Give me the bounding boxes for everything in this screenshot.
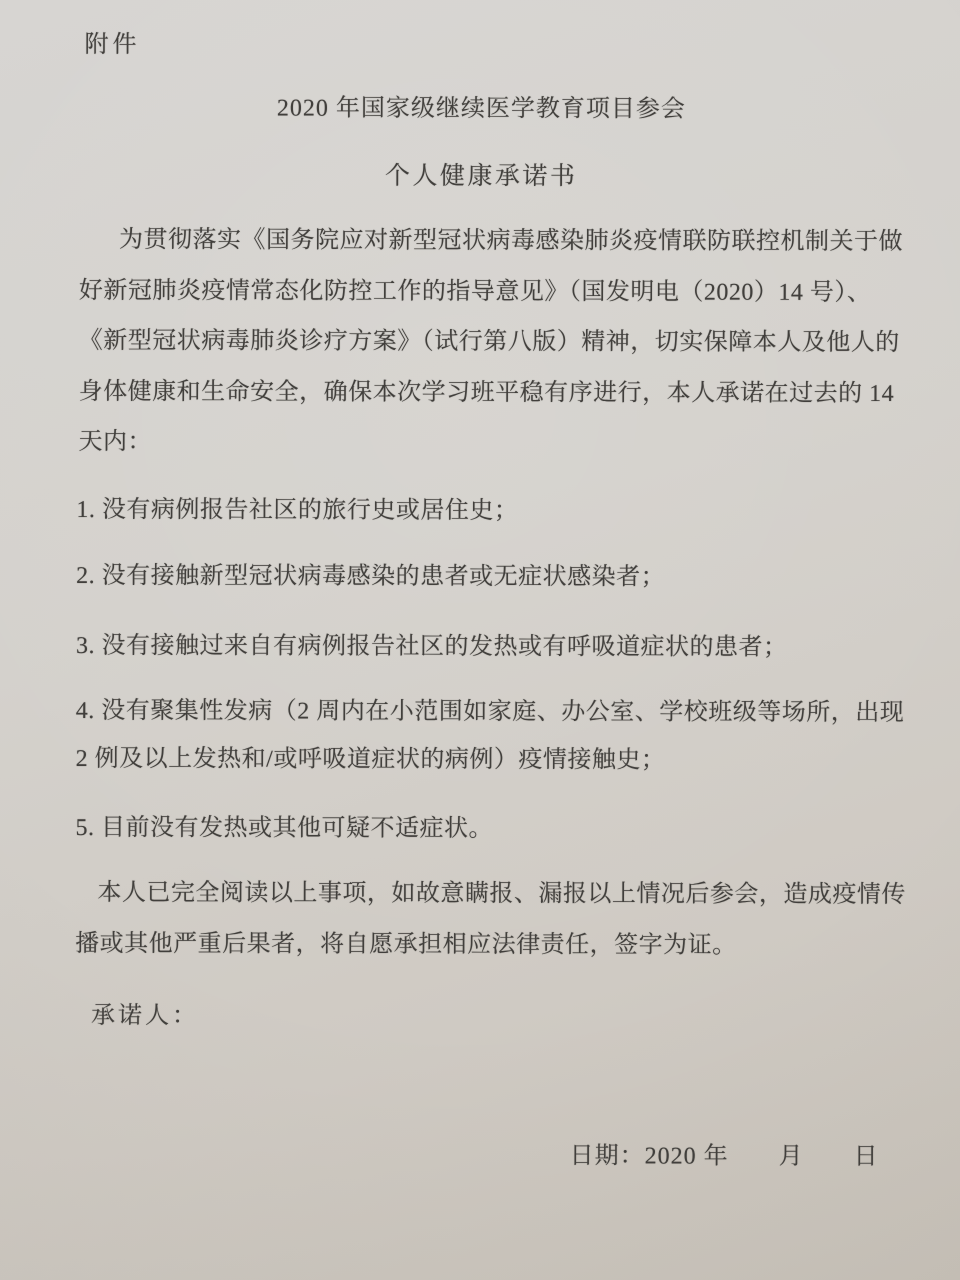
intro-line: 《新型冠状病毒肺炎诊疗方案》（试行第八版）精神，切实保障本人及他人的 [78,327,900,357]
commitment-item-2 [76,561,910,593]
closing-line: 播或其他严重后果者，将自愿承担相应法律责任，签字为证。 [75,930,737,959]
commitment-item-line: 2 例及以上发热和/或呼吸道症状的病例）疫情接触史； [75,745,666,774]
commitment-item-line: 4. 没有聚集性发病（2 周内在小范围如家庭、办公室、学校班级等场所，出现 [75,697,905,727]
commitment-item-line: 3. 没有接触过来自有病例报告社区的发热或有呼吸道症状的患者； [75,632,788,661]
commitment-item-3 [76,631,910,663]
commitment-item-line: 2. 没有接触新型冠状病毒感染的患者或无症状感染者； [76,562,666,591]
intro-line: 身体健康和生命安全，确保本次学习班平稳有序进行，本人承诺在过去的 14 [78,378,895,407]
promisor-label: 承诺人： [90,1002,200,1030]
attachment-label: 附件 [84,31,141,59]
commitment-item-1 [76,495,910,527]
intro-line: 为贯彻落实《国务院应对新型冠状病毒感染肺炎疫情联防联控机制关于做 [119,227,904,256]
document-title: 2020 年国家级继续医学教育项目参会 [276,95,686,123]
closing-line: 本人已完全阅读以上事项，如故意瞒报、漏报以上情况后参会，造成疫情传 [97,879,906,909]
date-line: 日期：2020 年 月 日 [569,1143,879,1171]
commitment-item-4 [76,687,910,785]
commitment-item-line: 1. 没有病例报告社区的旅行史或居住史； [76,496,519,525]
closing-paragraph [75,868,906,972]
commitment-item-line: 5. 目前没有发热或其他可疑不适症状。 [75,814,494,843]
intro-line: 天内： [78,428,153,456]
intro-paragraph [78,215,904,470]
intro-line: 好新冠肺炎疫情常态化防控工作的指导意见》（国发明电（2020）14 号）、 [78,277,872,306]
commitment-item-5 [75,813,909,845]
document-subtitle: 个人健康承诺书 [384,162,578,191]
